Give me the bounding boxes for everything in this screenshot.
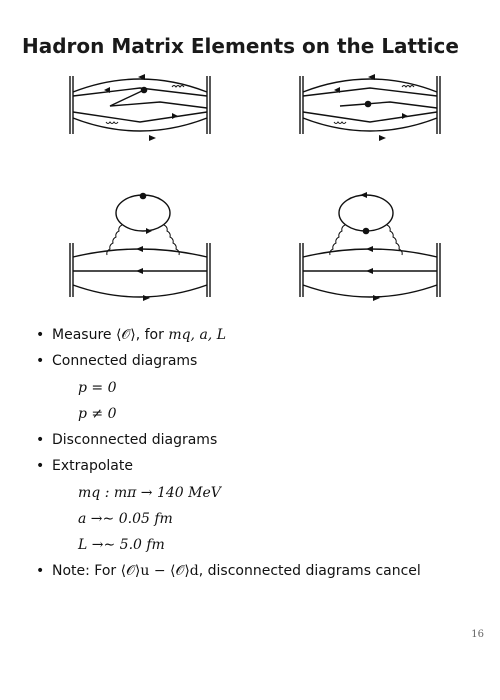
page-number: 16 [471,629,484,640]
measure-vars: mq, a, L [168,327,226,343]
p-zero: p = 0 [78,380,117,396]
measure-operator: ⟨𝒪⟩ [115,327,136,343]
L-extrapolation: L →∼ 5.0 fm [78,537,165,553]
slide-title: Hadron Matrix Elements on the Lattice [22,34,459,58]
disconnected-diagram-1 [60,185,220,310]
extrapolate-label: Extrapolate [52,458,133,474]
note-math: ⟨𝒪⟩u − ⟨𝒪⟩d [120,563,199,579]
mq-extrapolation: mq : mπ → 140 MeV [78,485,221,501]
connected-diagram-1 [60,72,220,142]
connected-diagram-2 [290,72,450,142]
measure-mid: , for [135,327,169,343]
note-prefix: Note: For [52,563,121,579]
note-suffix: , disconnected diagrams cancel [198,563,421,579]
measure-prefix: Measure [52,327,116,343]
disconnected-label: Disconnected diagrams [52,432,218,448]
a-extrapolation: a →∼ 0.05 fm [78,511,173,527]
disconnected-diagram-2 [290,185,450,310]
connected-label: Connected diagrams [52,353,198,369]
p-nonzero: p ≠ 0 [78,406,117,422]
